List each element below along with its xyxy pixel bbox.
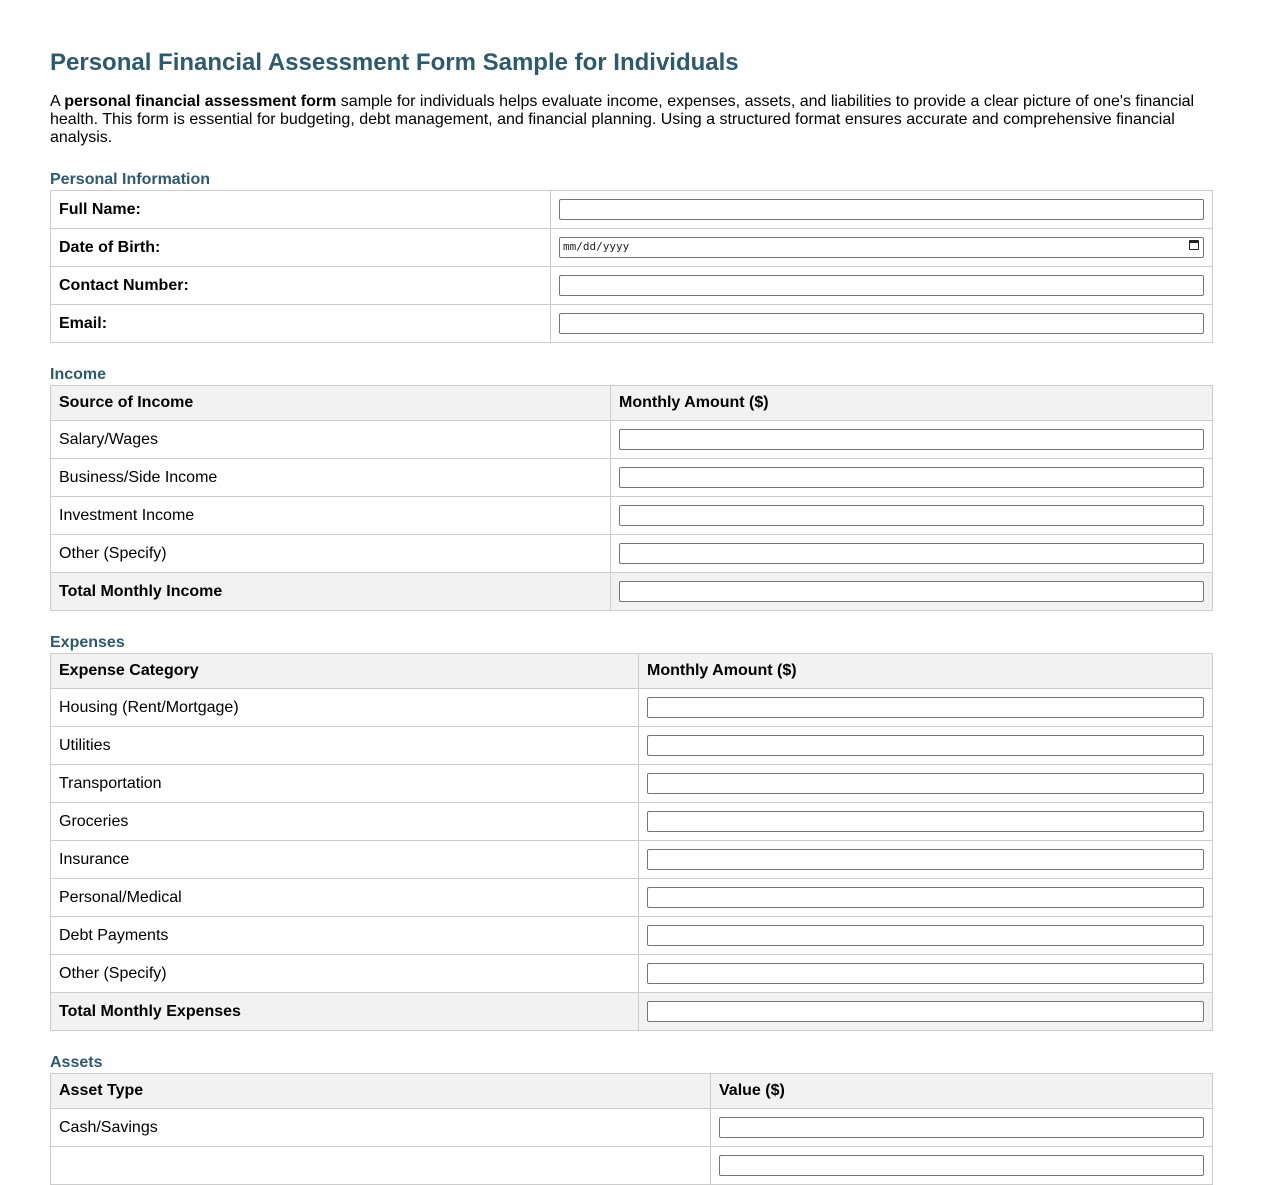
utilities-input[interactable] [647, 735, 1204, 756]
table-row [51, 765, 1213, 803]
table-row [51, 1109, 1213, 1147]
table-header-row [51, 1074, 1213, 1109]
salary-amount-input[interactable] [619, 429, 1204, 450]
table-row [51, 879, 1213, 917]
page-title: Personal Financial Assessment Form Sample for Individuals [50, 49, 739, 76]
row-label: Transportation [51, 765, 639, 803]
business-income-input[interactable] [619, 467, 1204, 488]
table-row [51, 535, 1213, 573]
insurance-input[interactable] [647, 849, 1204, 870]
row-label: Housing (Rent/Mortgage) [51, 689, 639, 727]
contact-number-input[interactable] [559, 275, 1204, 296]
intro-paragraph [50, 93, 1213, 147]
cash-savings-input[interactable] [719, 1117, 1204, 1138]
table-row [51, 267, 1213, 305]
groceries-input[interactable] [647, 811, 1204, 832]
expenses-section [50, 634, 1213, 1031]
intro-bold: personal financial assessment form [64, 93, 337, 110]
income-table [50, 385, 1213, 611]
field-label: Contact Number: [51, 267, 551, 305]
row-label: Utilities [51, 727, 639, 765]
email-input[interactable] [559, 313, 1204, 334]
field-label: Email: [51, 305, 551, 343]
other-expense-input[interactable] [647, 963, 1204, 984]
table-row [51, 689, 1213, 727]
section-heading: Assets [50, 1054, 103, 1071]
expenses-table [50, 653, 1213, 1031]
row-label: Total Monthly Income [51, 573, 611, 611]
row-label: Cash/Savings [51, 1109, 711, 1147]
personal-medical-input[interactable] [647, 887, 1204, 908]
section-heading: Income [50, 366, 107, 383]
total-row [51, 573, 1213, 611]
table-header-row [51, 386, 1213, 421]
assets-table [50, 1073, 1213, 1185]
table-row [51, 421, 1213, 459]
row-label: Groceries [51, 803, 639, 841]
field-label: Full Name: [51, 191, 551, 229]
table-row [51, 1147, 1213, 1185]
other-income-input[interactable] [619, 543, 1204, 564]
table-row [51, 497, 1213, 535]
personal-info-table [50, 190, 1213, 343]
transportation-input[interactable] [647, 773, 1204, 794]
section-heading: Personal Information [50, 171, 211, 188]
total-income-input[interactable] [619, 581, 1204, 602]
table-row [51, 305, 1213, 343]
income-section [50, 366, 1213, 611]
section-heading: Expenses [50, 634, 125, 651]
date-field[interactable] [559, 237, 1204, 258]
row-label: Salary/Wages [51, 421, 611, 459]
row-label: Other (Specify) [51, 955, 639, 993]
row-label: Insurance [51, 841, 639, 879]
column-header: Source of Income [51, 386, 611, 421]
table-row [51, 727, 1213, 765]
date-placeholder: mm/dd/yyyy [563, 240, 630, 253]
total-expenses-input[interactable] [647, 1001, 1204, 1022]
table-row [51, 917, 1213, 955]
total-row [51, 993, 1213, 1031]
row-label: Total Monthly Expenses [51, 993, 639, 1031]
row-label: Debt Payments [51, 917, 639, 955]
assets-section [50, 1054, 1213, 1185]
row-label: Business/Side Income [51, 459, 611, 497]
row-label: Other (Specify) [51, 535, 611, 573]
field-label: Date of Birth: [51, 229, 551, 267]
column-header: Monthly Amount ($) [639, 654, 1213, 689]
column-header: Monthly Amount ($) [611, 386, 1213, 421]
table-row [51, 229, 1213, 267]
full-name-input[interactable] [559, 199, 1204, 220]
intro-prefix: A [50, 93, 65, 110]
row-label [51, 1147, 711, 1185]
row-label: Personal/Medical [51, 879, 639, 917]
asset-value-input[interactable] [719, 1155, 1204, 1176]
column-header: Value ($) [711, 1074, 1213, 1109]
debt-payments-input[interactable] [647, 925, 1204, 946]
table-header-row [51, 654, 1213, 689]
table-row [51, 191, 1213, 229]
row-label: Investment Income [51, 497, 611, 535]
housing-input[interactable] [647, 697, 1204, 718]
intro-rest: sample for individuals helps evaluate income, expenses, assets, and liabilities to provide a clear picture of one's financial health. This form is essential for budgeting, debt management, and financial planning. Using a structured format ensures accurate and comprehensive financial analysis. [50, 93, 1195, 146]
personal-info-section [50, 171, 1213, 343]
table-row [51, 803, 1213, 841]
calendar-icon[interactable] [1189, 240, 1199, 250]
table-row [51, 841, 1213, 879]
table-row [51, 459, 1213, 497]
column-header: Asset Type [51, 1074, 711, 1109]
table-row [51, 955, 1213, 993]
column-header: Expense Category [51, 654, 639, 689]
investment-income-input[interactable] [619, 505, 1204, 526]
date-of-birth-input[interactable] [559, 237, 1204, 258]
